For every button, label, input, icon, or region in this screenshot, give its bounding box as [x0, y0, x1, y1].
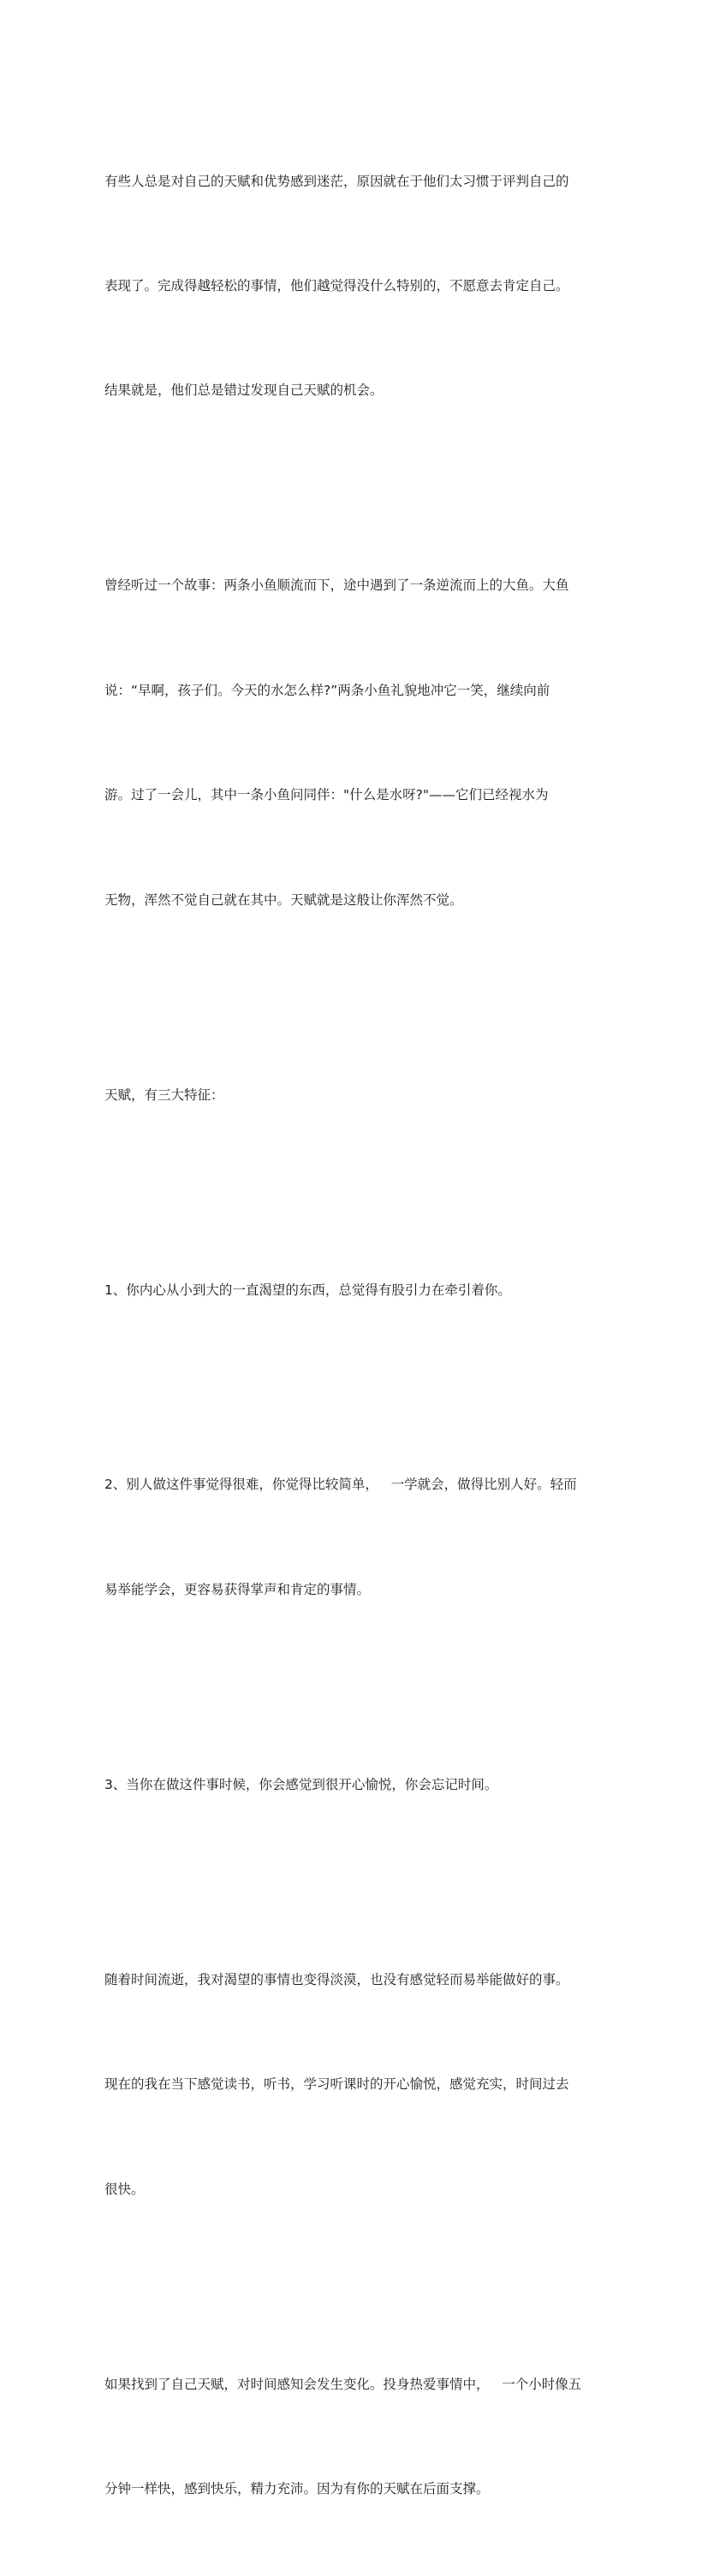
- text-line: 分钟一样快，感到快乐，精力充沛。因为有你的天赋在后面支撑。: [104, 2481, 490, 2496]
- text-line: 2、别人做这件事觉得很难，你觉得比较简单， 一学就会，做得比别人好。轻而: [104, 1477, 577, 1493]
- paragraph-gap: [104, 478, 605, 499]
- paragraph-gap: [104, 987, 605, 1008]
- text-line: 天赋，有三大特征：: [104, 1087, 224, 1103]
- paragraph-personal-reflection: [104, 1892, 605, 2277]
- text-line: 随着时间流逝，我对渴望的事情也变得淡漠，也没有感觉轻而易举能做好的事。: [104, 1971, 569, 1987]
- document-body: [104, 94, 605, 2576]
- text-line: 如果找到了自己天赋，对时间感知会发生变化。投身热爱事情中， 一个小时像五: [104, 2376, 582, 2392]
- text-line: 有些人总是对自己的天赋和优势感到迷茫，原因就在于他们太习惯于评判自己的: [104, 173, 569, 189]
- paragraph-three-features-heading: [104, 1008, 605, 1182]
- text-line: 易举能学会，更容易获得掌声和肯定的事情。: [104, 1581, 371, 1597]
- paragraph-gap: [104, 2277, 605, 2297]
- text-line: 表现了。完成得越轻松的事情，他们越觉得没什么特别的，不愿意去肯定自己。: [104, 277, 569, 293]
- paragraph-gap: [104, 1182, 605, 1203]
- paragraph-feature-1: [104, 1203, 605, 1377]
- paragraph-gap: [104, 1677, 605, 1697]
- text-line: 游。过了一会儿，其中一条小鱼问同伴："什么是水呀?"——它们已经视水为: [104, 787, 549, 803]
- paragraph-gap: [104, 1377, 605, 1398]
- text-line: 结果就是，他们总是错过发现自己天赋的机会。: [104, 382, 384, 399]
- paragraph-conclusion: [104, 2297, 605, 2576]
- paragraph-fish-story: [104, 499, 605, 987]
- text-line: 很快。: [104, 2181, 145, 2197]
- text-line: 3、当你在做这件事时候，你会感觉到很开心愉悦，你会忘记时间。: [104, 1776, 498, 1792]
- paragraph-feature-3: [104, 1697, 605, 1872]
- paragraph-gap: [104, 1872, 605, 1892]
- paragraph-talent-confusion: [104, 94, 605, 478]
- text-line: 1、你内心从小到大的一直渴望的东西，总觉得有股引力在牵引着你。: [104, 1282, 511, 1298]
- text-line: 现在的我在当下感觉读书，听书，学习听课时的开心愉悦，感觉充实，时间过去: [104, 2076, 569, 2093]
- text-line: 无物，浑然不觉自己就在其中。天赋就是这般让你浑然不觉。: [104, 891, 463, 908]
- text-line: 曾经听过一个故事：两条小鱼顺流而下，途中遇到了一条逆流而上的大鱼。大鱼: [104, 577, 569, 594]
- text-line: 说：“早啊，孩子们。今天的水怎么样?”两条小鱼礼貌地冲它一笑，继续向前: [104, 682, 550, 698]
- paragraph-feature-2: [104, 1398, 605, 1677]
